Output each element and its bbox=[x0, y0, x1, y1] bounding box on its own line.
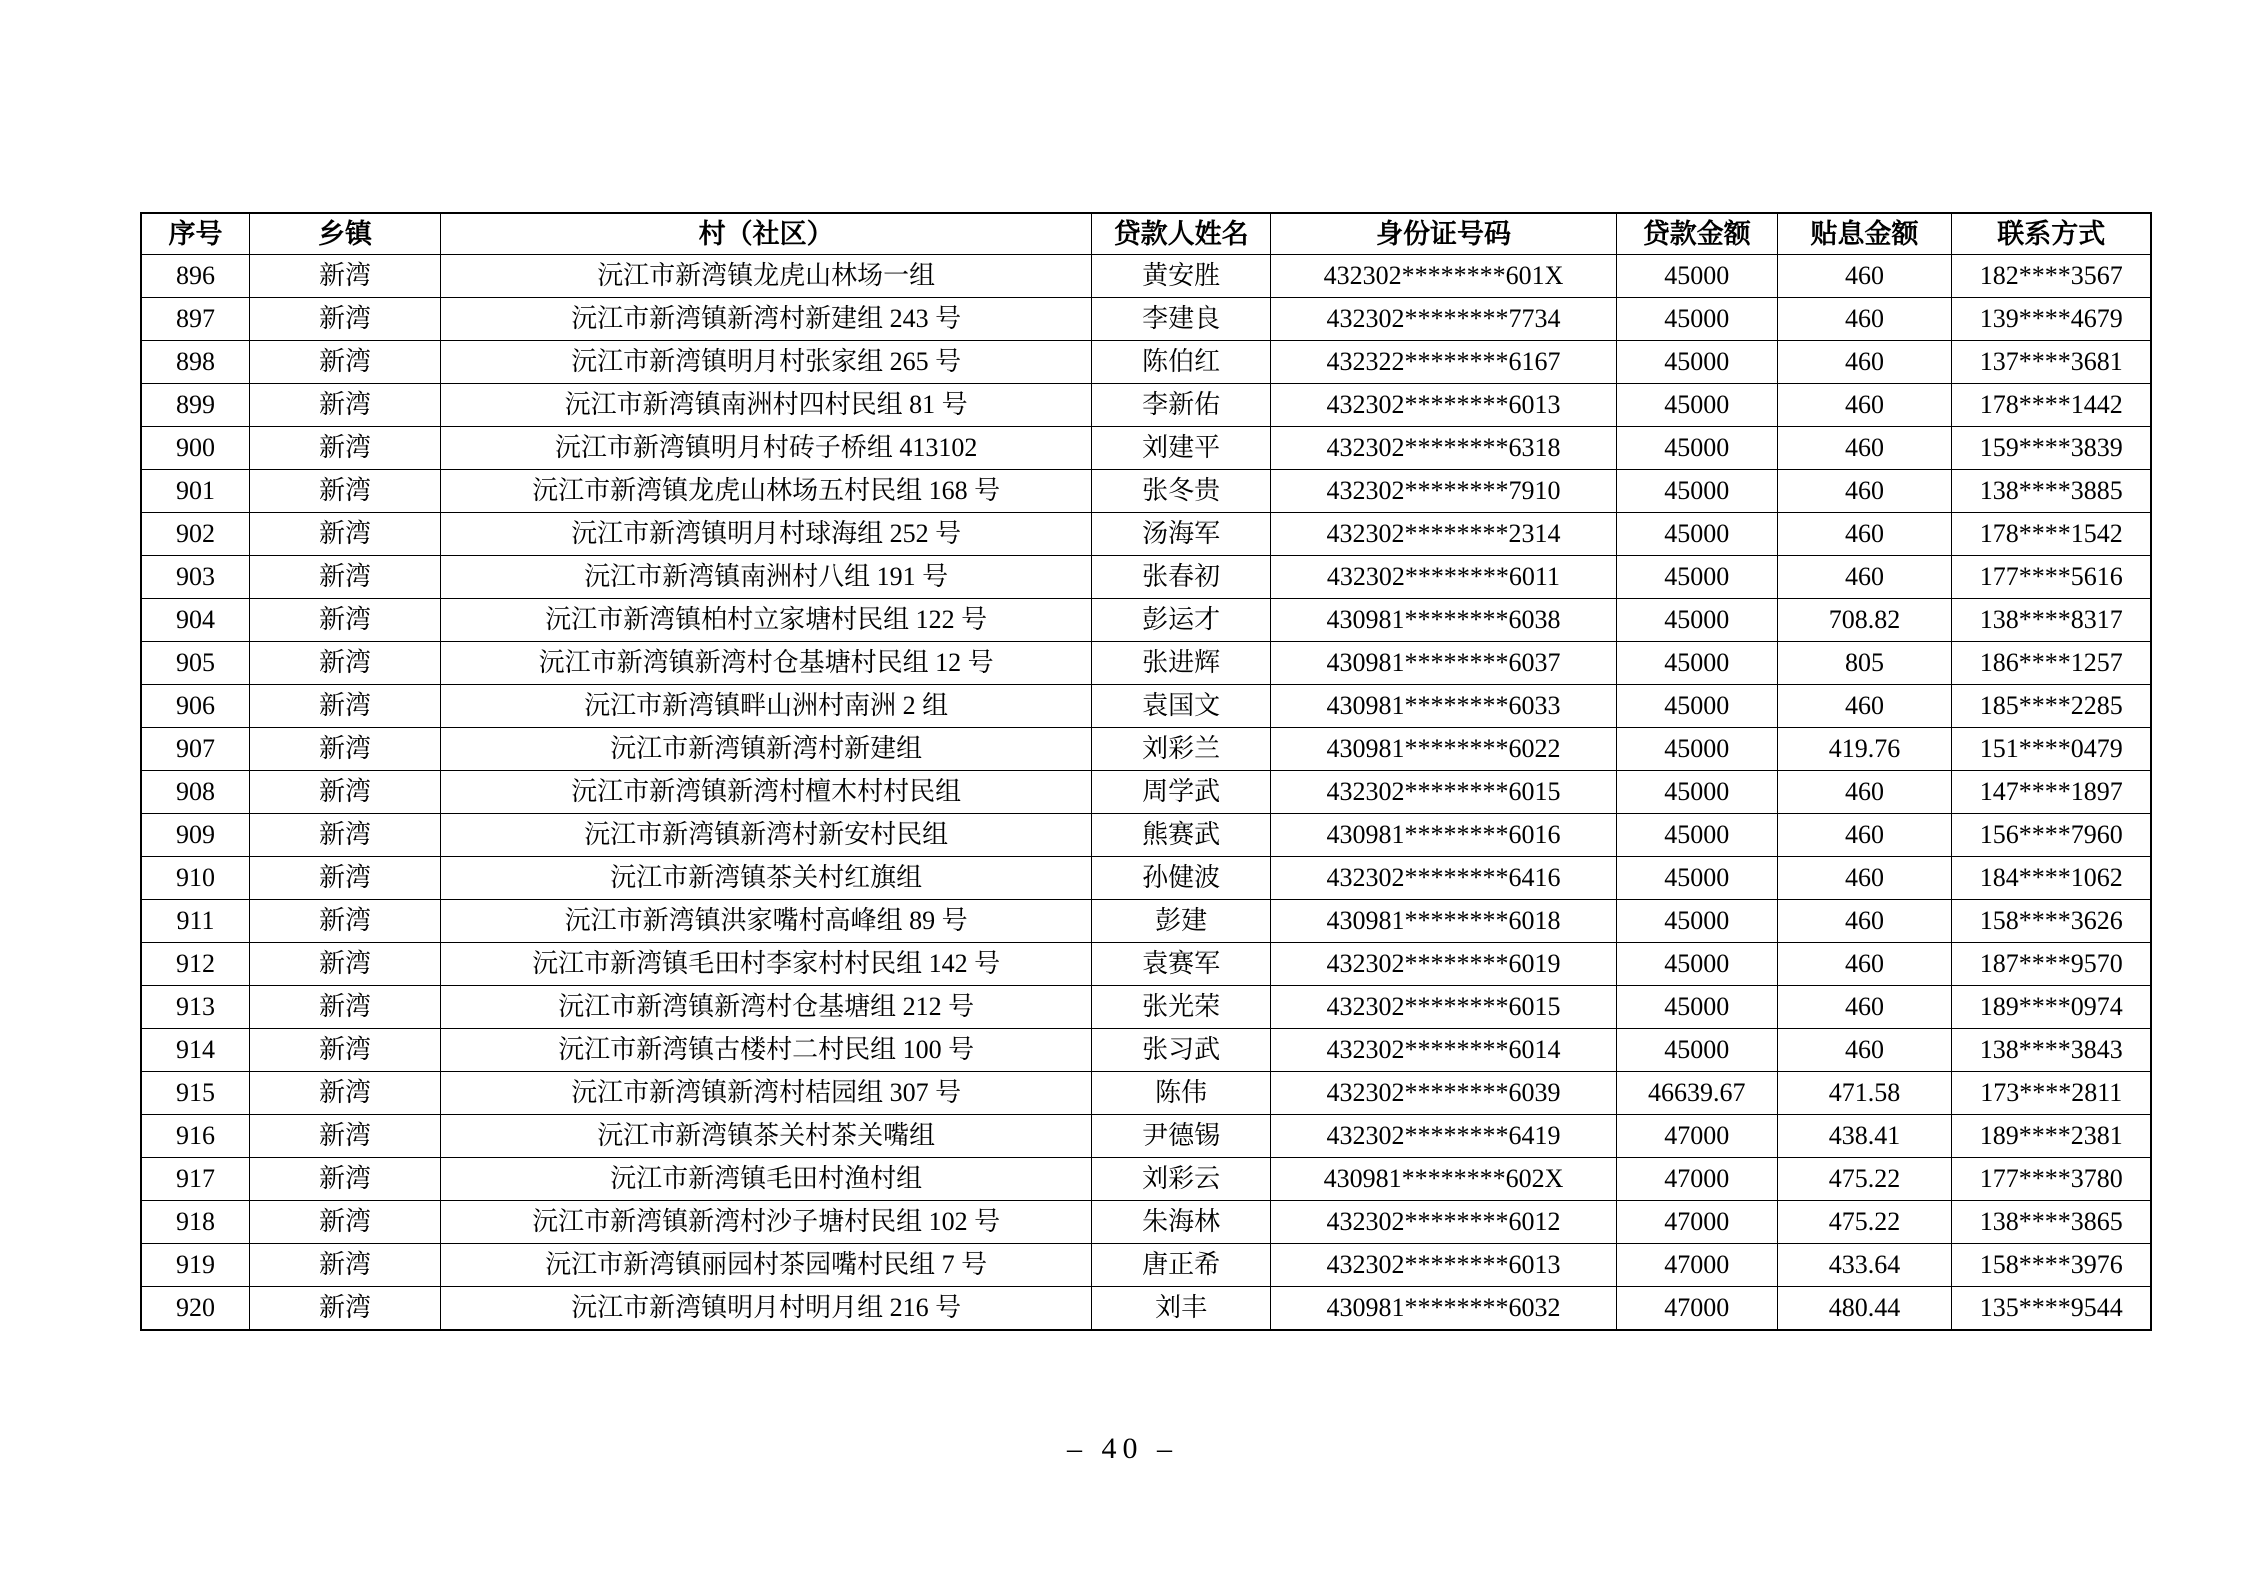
table-row bbox=[141, 384, 2151, 427]
table-cell-5: 432302********6318 bbox=[1271, 427, 1617, 470]
table-cell-1: 910 bbox=[141, 857, 250, 900]
table-cell-8: 138****3865 bbox=[1952, 1201, 2151, 1244]
table-row bbox=[141, 771, 2151, 814]
table-cell-5: 432302********6011 bbox=[1271, 556, 1617, 599]
table-row bbox=[141, 814, 2151, 857]
table-row bbox=[141, 1201, 2151, 1244]
table-cell-6: 45000 bbox=[1616, 470, 1777, 513]
table-cell-8: 138****3843 bbox=[1952, 1029, 2151, 1072]
table-cell-5: 432302********7734 bbox=[1271, 298, 1617, 341]
table-cell-4: 张习武 bbox=[1092, 1029, 1271, 1072]
table-cell-4: 李新佑 bbox=[1092, 384, 1271, 427]
table-cell-6: 46639.67 bbox=[1616, 1072, 1777, 1115]
table-row bbox=[141, 1244, 2151, 1287]
table-cell-1: 916 bbox=[141, 1115, 250, 1158]
table-cell-2: 新湾 bbox=[250, 255, 441, 298]
table-cell-5: 430981********6033 bbox=[1271, 685, 1617, 728]
table-row bbox=[141, 1072, 2151, 1115]
table-cell-7: 460 bbox=[1777, 470, 1952, 513]
table-cell-8: 189****0974 bbox=[1952, 986, 2151, 1029]
table-cell-2: 新湾 bbox=[250, 1029, 441, 1072]
table-cell-1: 906 bbox=[141, 685, 250, 728]
table-cell-7: 480.44 bbox=[1777, 1287, 1952, 1331]
table-row bbox=[141, 685, 2151, 728]
table-cell-3: 沅江市新湾镇畔山洲村南洲 2 组 bbox=[440, 685, 1091, 728]
table-cell-5: 430981********6016 bbox=[1271, 814, 1617, 857]
table-cell-5: 432302********6012 bbox=[1271, 1201, 1617, 1244]
table-row bbox=[141, 900, 2151, 943]
table-cell-1: 919 bbox=[141, 1244, 250, 1287]
table-cell-4: 刘丰 bbox=[1092, 1287, 1271, 1331]
table-cell-4: 黄安胜 bbox=[1092, 255, 1271, 298]
table-cell-1: 897 bbox=[141, 298, 250, 341]
table-row bbox=[141, 1115, 2151, 1158]
column-header-6: 贷款金额 bbox=[1616, 213, 1777, 255]
table-cell-4: 朱海林 bbox=[1092, 1201, 1271, 1244]
table-cell-7: 475.22 bbox=[1777, 1201, 1952, 1244]
table-cell-4: 袁国文 bbox=[1092, 685, 1271, 728]
table-cell-6: 47000 bbox=[1616, 1287, 1777, 1331]
table-cell-3: 沅江市新湾镇新湾村仓基塘组 212 号 bbox=[440, 986, 1091, 1029]
table-cell-4: 张春初 bbox=[1092, 556, 1271, 599]
table-cell-3: 沅江市新湾镇南洲村八组 191 号 bbox=[440, 556, 1091, 599]
table-cell-6: 47000 bbox=[1616, 1201, 1777, 1244]
table-cell-4: 陈伯红 bbox=[1092, 341, 1271, 384]
table-cell-7: 419.76 bbox=[1777, 728, 1952, 771]
table-cell-2: 新湾 bbox=[250, 642, 441, 685]
table-cell-6: 47000 bbox=[1616, 1115, 1777, 1158]
table-cell-2: 新湾 bbox=[250, 298, 441, 341]
table-cell-4: 张光荣 bbox=[1092, 986, 1271, 1029]
table-cell-6: 47000 bbox=[1616, 1158, 1777, 1201]
table-cell-4: 张进辉 bbox=[1092, 642, 1271, 685]
table-cell-1: 912 bbox=[141, 943, 250, 986]
table-cell-2: 新湾 bbox=[250, 1072, 441, 1115]
table-cell-4: 刘彩兰 bbox=[1092, 728, 1271, 771]
table-cell-5: 430981********6022 bbox=[1271, 728, 1617, 771]
table-cell-4: 刘彩云 bbox=[1092, 1158, 1271, 1201]
table-cell-6: 45000 bbox=[1616, 384, 1777, 427]
table-cell-1: 913 bbox=[141, 986, 250, 1029]
column-header-2: 乡镇 bbox=[250, 213, 441, 255]
table-cell-2: 新湾 bbox=[250, 1287, 441, 1331]
table-cell-1: 911 bbox=[141, 900, 250, 943]
table-row bbox=[141, 857, 2151, 900]
table-cell-7: 460 bbox=[1777, 298, 1952, 341]
column-header-5: 身份证号码 bbox=[1271, 213, 1617, 255]
table-cell-8: 184****1062 bbox=[1952, 857, 2151, 900]
table-cell-1: 904 bbox=[141, 599, 250, 642]
table-cell-8: 137****3681 bbox=[1952, 341, 2151, 384]
table-row bbox=[141, 943, 2151, 986]
table-cell-6: 45000 bbox=[1616, 556, 1777, 599]
column-header-8: 联系方式 bbox=[1952, 213, 2151, 255]
table-cell-4: 刘建平 bbox=[1092, 427, 1271, 470]
table-row bbox=[141, 1158, 2151, 1201]
table-row bbox=[141, 1029, 2151, 1072]
table-cell-5: 432302********6015 bbox=[1271, 986, 1617, 1029]
table-cell-8: 138****8317 bbox=[1952, 599, 2151, 642]
table-cell-5: 432302********6039 bbox=[1271, 1072, 1617, 1115]
table-cell-3: 沅江市新湾镇新湾村仓基塘村民组 12 号 bbox=[440, 642, 1091, 685]
table-cell-6: 45000 bbox=[1616, 255, 1777, 298]
table-cell-2: 新湾 bbox=[250, 814, 441, 857]
table-cell-6: 45000 bbox=[1616, 728, 1777, 771]
table-cell-6: 45000 bbox=[1616, 900, 1777, 943]
table-cell-1: 898 bbox=[141, 341, 250, 384]
table-cell-6: 45000 bbox=[1616, 986, 1777, 1029]
table-cell-8: 185****2285 bbox=[1952, 685, 2151, 728]
table-cell-8: 186****1257 bbox=[1952, 642, 2151, 685]
table-cell-8: 173****2811 bbox=[1952, 1072, 2151, 1115]
table-cell-1: 909 bbox=[141, 814, 250, 857]
table-cell-5: 432302********6014 bbox=[1271, 1029, 1617, 1072]
table-cell-1: 905 bbox=[141, 642, 250, 685]
table-cell-7: 460 bbox=[1777, 900, 1952, 943]
column-header-3: 村（社区） bbox=[440, 213, 1091, 255]
table-cell-6: 45000 bbox=[1616, 943, 1777, 986]
table-cell-6: 45000 bbox=[1616, 341, 1777, 384]
table-cell-1: 896 bbox=[141, 255, 250, 298]
table-cell-7: 471.58 bbox=[1777, 1072, 1952, 1115]
table-cell-7: 460 bbox=[1777, 943, 1952, 986]
table-cell-6: 45000 bbox=[1616, 771, 1777, 814]
table-cell-8: 151****0479 bbox=[1952, 728, 2151, 771]
column-header-7: 贴息金额 bbox=[1777, 213, 1952, 255]
table-cell-2: 新湾 bbox=[250, 599, 441, 642]
table-cell-4: 彭建 bbox=[1092, 900, 1271, 943]
table-cell-8: 147****1897 bbox=[1952, 771, 2151, 814]
table-cell-7: 460 bbox=[1777, 685, 1952, 728]
table-cell-3: 沅江市新湾镇茶关村红旗组 bbox=[440, 857, 1091, 900]
table-cell-4: 唐正希 bbox=[1092, 1244, 1271, 1287]
table-cell-3: 沅江市新湾镇龙虎山林场一组 bbox=[440, 255, 1091, 298]
table-cell-7: 475.22 bbox=[1777, 1158, 1952, 1201]
table-cell-2: 新湾 bbox=[250, 384, 441, 427]
table-cell-1: 918 bbox=[141, 1201, 250, 1244]
table-cell-2: 新湾 bbox=[250, 1201, 441, 1244]
table-cell-3: 沅江市新湾镇古楼村二村民组 100 号 bbox=[440, 1029, 1091, 1072]
table-cell-1: 908 bbox=[141, 771, 250, 814]
table-cell-5: 430981********6038 bbox=[1271, 599, 1617, 642]
table-row bbox=[141, 728, 2151, 771]
table-cell-8: 187****9570 bbox=[1952, 943, 2151, 986]
table-cell-8: 177****3780 bbox=[1952, 1158, 2151, 1201]
table-row bbox=[141, 556, 2151, 599]
table-cell-4: 陈伟 bbox=[1092, 1072, 1271, 1115]
table-cell-4: 汤海军 bbox=[1092, 513, 1271, 556]
table-cell-1: 920 bbox=[141, 1287, 250, 1331]
table-cell-1: 903 bbox=[141, 556, 250, 599]
table-cell-7: 460 bbox=[1777, 384, 1952, 427]
table-cell-3: 沅江市新湾镇明月村明月组 216 号 bbox=[440, 1287, 1091, 1331]
table-cell-1: 902 bbox=[141, 513, 250, 556]
table-cell-1: 917 bbox=[141, 1158, 250, 1201]
table-cell-8: 178****1442 bbox=[1952, 384, 2151, 427]
table-cell-5: 432322********6167 bbox=[1271, 341, 1617, 384]
table-cell-3: 沅江市新湾镇明月村砖子桥组 413102 bbox=[440, 427, 1091, 470]
table-cell-4: 尹德锡 bbox=[1092, 1115, 1271, 1158]
table-cell-7: 460 bbox=[1777, 341, 1952, 384]
table-cell-3: 沅江市新湾镇新湾村檀木村村民组 bbox=[440, 771, 1091, 814]
table-cell-8: 158****3626 bbox=[1952, 900, 2151, 943]
table-cell-8: 177****5616 bbox=[1952, 556, 2151, 599]
table-cell-3: 沅江市新湾镇龙虎山林场五村民组 168 号 bbox=[440, 470, 1091, 513]
table-cell-3: 沅江市新湾镇新湾村新建组 bbox=[440, 728, 1091, 771]
table-cell-5: 432302********601X bbox=[1271, 255, 1617, 298]
table-cell-1: 900 bbox=[141, 427, 250, 470]
table-row bbox=[141, 298, 2151, 341]
table-cell-5: 432302********2314 bbox=[1271, 513, 1617, 556]
table-cell-2: 新湾 bbox=[250, 986, 441, 1029]
table-cell-5: 432302********6416 bbox=[1271, 857, 1617, 900]
table-cell-7: 805 bbox=[1777, 642, 1952, 685]
table-cell-4: 孙健波 bbox=[1092, 857, 1271, 900]
table-cell-8: 138****3885 bbox=[1952, 470, 2151, 513]
table-row bbox=[141, 341, 2151, 384]
table-cell-7: 460 bbox=[1777, 814, 1952, 857]
table-cell-8: 156****7960 bbox=[1952, 814, 2151, 857]
table-cell-8: 159****3839 bbox=[1952, 427, 2151, 470]
table-cell-3: 沅江市新湾镇明月村张家组 265 号 bbox=[440, 341, 1091, 384]
table-cell-2: 新湾 bbox=[250, 685, 441, 728]
table-cell-6: 45000 bbox=[1616, 814, 1777, 857]
table-cell-3: 沅江市新湾镇新湾村新安村民组 bbox=[440, 814, 1091, 857]
table-cell-2: 新湾 bbox=[250, 513, 441, 556]
table-cell-8: 178****1542 bbox=[1952, 513, 2151, 556]
table-cell-7: 460 bbox=[1777, 1029, 1952, 1072]
table-cell-3: 沅江市新湾镇新湾村新建组 243 号 bbox=[440, 298, 1091, 341]
table-row bbox=[141, 1287, 2151, 1331]
table-cell-2: 新湾 bbox=[250, 470, 441, 513]
table-cell-1: 901 bbox=[141, 470, 250, 513]
table-row bbox=[141, 986, 2151, 1029]
table-cell-3: 沅江市新湾镇明月村球海组 252 号 bbox=[440, 513, 1091, 556]
table-cell-5: 432302********7910 bbox=[1271, 470, 1617, 513]
table-cell-4: 熊赛武 bbox=[1092, 814, 1271, 857]
table-cell-6: 45000 bbox=[1616, 1029, 1777, 1072]
table-cell-3: 沅江市新湾镇丽园村茶园嘴村民组 7 号 bbox=[440, 1244, 1091, 1287]
table-cell-7: 708.82 bbox=[1777, 599, 1952, 642]
table-cell-5: 432302********6419 bbox=[1271, 1115, 1617, 1158]
table-cell-7: 460 bbox=[1777, 513, 1952, 556]
table-cell-3: 沅江市新湾镇南洲村四村民组 81 号 bbox=[440, 384, 1091, 427]
table-row bbox=[141, 470, 2151, 513]
table-cell-8: 158****3976 bbox=[1952, 1244, 2151, 1287]
table-cell-7: 433.64 bbox=[1777, 1244, 1952, 1287]
table-cell-3: 沅江市新湾镇毛田村渔村组 bbox=[440, 1158, 1091, 1201]
table-cell-2: 新湾 bbox=[250, 341, 441, 384]
table-cell-2: 新湾 bbox=[250, 900, 441, 943]
table-cell-7: 460 bbox=[1777, 427, 1952, 470]
table-row bbox=[141, 427, 2151, 470]
table-cell-4: 袁赛军 bbox=[1092, 943, 1271, 986]
table-cell-5: 430981********6037 bbox=[1271, 642, 1617, 685]
table-cell-4: 张冬贵 bbox=[1092, 470, 1271, 513]
table-cell-2: 新湾 bbox=[250, 728, 441, 771]
table-cell-2: 新湾 bbox=[250, 556, 441, 599]
table-cell-2: 新湾 bbox=[250, 771, 441, 814]
table-cell-4: 彭运才 bbox=[1092, 599, 1271, 642]
table-cell-6: 47000 bbox=[1616, 1244, 1777, 1287]
table-cell-5: 432302********6013 bbox=[1271, 1244, 1617, 1287]
table-cell-5: 432302********6019 bbox=[1271, 943, 1617, 986]
table-cell-6: 45000 bbox=[1616, 298, 1777, 341]
table-cell-5: 430981********6018 bbox=[1271, 900, 1617, 943]
table-cell-5: 432302********6013 bbox=[1271, 384, 1617, 427]
table-cell-2: 新湾 bbox=[250, 1115, 441, 1158]
table-cell-1: 914 bbox=[141, 1029, 250, 1072]
table-cell-2: 新湾 bbox=[250, 1244, 441, 1287]
table-cell-6: 45000 bbox=[1616, 685, 1777, 728]
table-cell-8: 139****4679 bbox=[1952, 298, 2151, 341]
table-cell-6: 45000 bbox=[1616, 857, 1777, 900]
table-cell-3: 沅江市新湾镇新湾村桔园组 307 号 bbox=[440, 1072, 1091, 1115]
table-cell-8: 182****3567 bbox=[1952, 255, 2151, 298]
table-cell-8: 189****2381 bbox=[1952, 1115, 2151, 1158]
table-cell-5: 430981********602X bbox=[1271, 1158, 1617, 1201]
table-cell-3: 沅江市新湾镇柏村立家塘村民组 122 号 bbox=[440, 599, 1091, 642]
page-number: – 40 – bbox=[1067, 1432, 1178, 1465]
table-cell-7: 460 bbox=[1777, 255, 1952, 298]
table-cell-6: 45000 bbox=[1616, 642, 1777, 685]
table-cell-2: 新湾 bbox=[250, 427, 441, 470]
table-cell-7: 438.41 bbox=[1777, 1115, 1952, 1158]
column-header-4: 贷款人姓名 bbox=[1092, 213, 1271, 255]
table-cell-2: 新湾 bbox=[250, 943, 441, 986]
table-cell-5: 432302********6015 bbox=[1271, 771, 1617, 814]
table-cell-3: 沅江市新湾镇新湾村沙子塘村民组 102 号 bbox=[440, 1201, 1091, 1244]
table-cell-6: 45000 bbox=[1616, 427, 1777, 470]
table-cell-3: 沅江市新湾镇洪家嘴村高峰组 89 号 bbox=[440, 900, 1091, 943]
table-cell-7: 460 bbox=[1777, 857, 1952, 900]
table-cell-1: 915 bbox=[141, 1072, 250, 1115]
table-cell-1: 907 bbox=[141, 728, 250, 771]
table-cell-4: 李建良 bbox=[1092, 298, 1271, 341]
table-cell-4: 周学武 bbox=[1092, 771, 1271, 814]
loan-subsidy-table bbox=[140, 212, 2152, 1331]
table-row bbox=[141, 513, 2151, 556]
table-cell-7: 460 bbox=[1777, 556, 1952, 599]
table-cell-6: 45000 bbox=[1616, 513, 1777, 556]
table-cell-7: 460 bbox=[1777, 771, 1952, 814]
table-row bbox=[141, 255, 2151, 298]
table-cell-5: 430981********6032 bbox=[1271, 1287, 1617, 1331]
table-row bbox=[141, 642, 2151, 685]
table-cell-7: 460 bbox=[1777, 986, 1952, 1029]
table-cell-3: 沅江市新湾镇毛田村李家村村民组 142 号 bbox=[440, 943, 1091, 986]
table-cell-2: 新湾 bbox=[250, 857, 441, 900]
table-cell-8: 135****9544 bbox=[1952, 1287, 2151, 1331]
table-header-row bbox=[141, 213, 2151, 255]
table-cell-6: 45000 bbox=[1616, 599, 1777, 642]
column-header-1: 序号 bbox=[141, 213, 250, 255]
table-cell-1: 899 bbox=[141, 384, 250, 427]
table-cell-3: 沅江市新湾镇茶关村茶关嘴组 bbox=[440, 1115, 1091, 1158]
table-row bbox=[141, 599, 2151, 642]
table-cell-2: 新湾 bbox=[250, 1158, 441, 1201]
